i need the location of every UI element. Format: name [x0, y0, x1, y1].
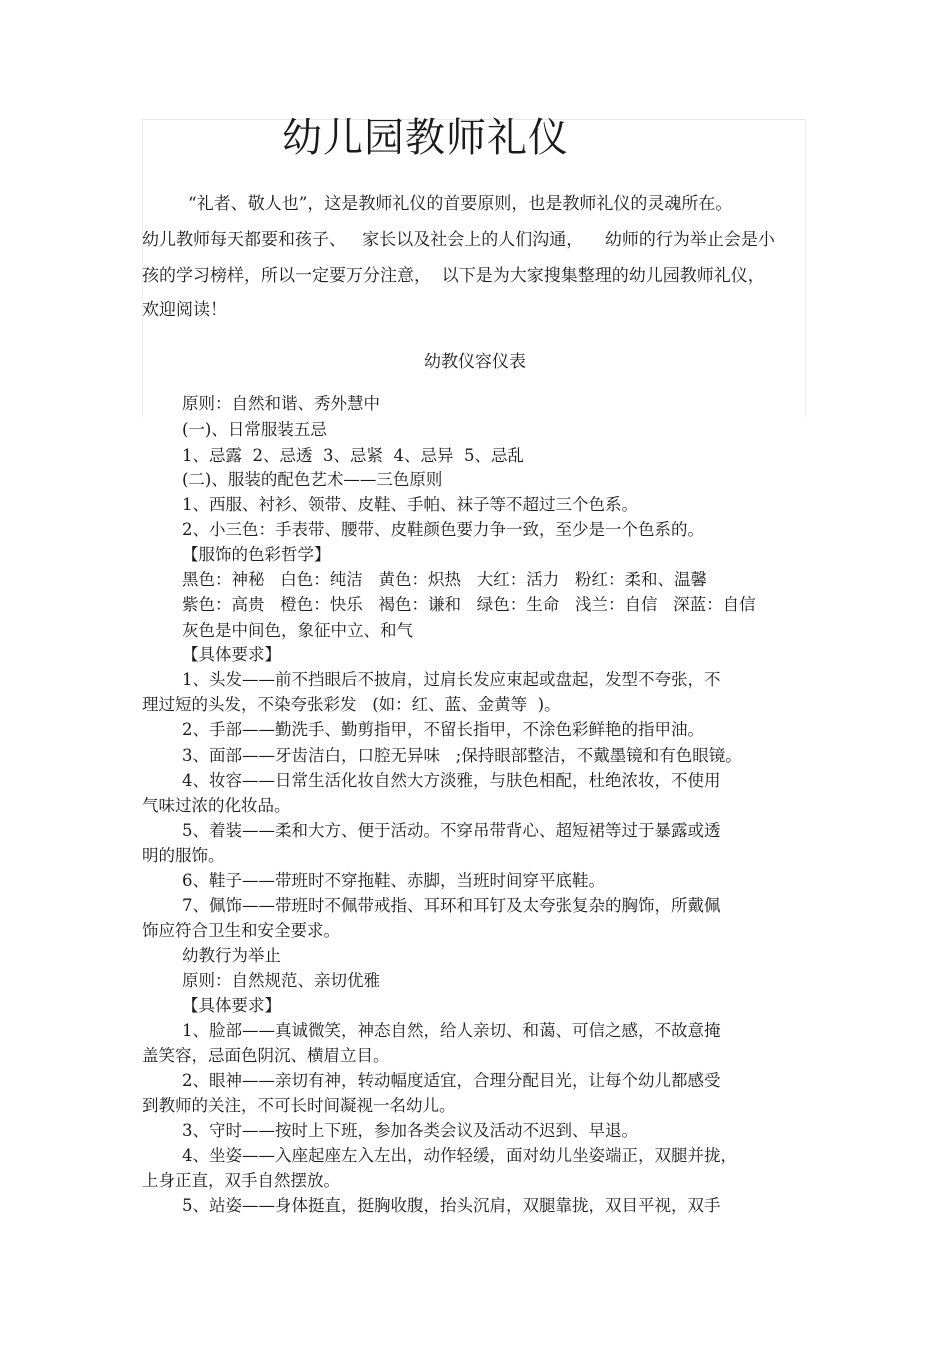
body-line: 2、眼神——亲切有神，转动幅度适宜，合理分配目光，让每个幼儿都感受 — [182, 1071, 721, 1090]
body-line: 3、面部——牙齿洁白，口腔无异味 ;保持眼部整洁，不戴墨镜和有色眼镜。 — [182, 746, 742, 765]
body-line: 原则：自然规范、亲切优雅 — [182, 971, 380, 990]
body-line: 上身正直，双手自然摆放。 — [142, 1171, 340, 1190]
body-line: 幼教行为举止 — [182, 946, 281, 965]
body-line: 4、妆容——日常生活化妆自然大方淡雅，与肤色相配，杜绝浓妆，不使用 — [182, 771, 721, 790]
body-line: 紫色：高贵 橙色：快乐 褐色：谦和 绿色：生命 浅兰：自信 深蓝：自信 — [182, 595, 756, 614]
body-line: 【服饰的色彩哲学】 — [182, 545, 331, 564]
body-line: 2、小三色：手表带、腰带、皮鞋颜色要力争一致，至少是一个色系的。 — [182, 520, 704, 539]
body-line: 盖笑容，忌面色阴沉、横眉立目。 — [142, 1046, 390, 1065]
intro-line-3: 孩的学习榜样，所以一定要万分注意， 以下是为大家搜集整理的幼儿园教师礼仪， — [142, 266, 765, 286]
body-line: 2、手部——勤洗手、勤剪指甲，不留长指甲，不涂色彩鲜艳的指甲油。 — [182, 720, 704, 739]
body-line: 5、站姿——身体挺直，挺胸收腹，抬头沉肩，双腿靠拢，双目平视，双手 — [182, 1196, 721, 1215]
body-line: 黑色：神秘 白色：纯洁 黄色：炽热 大红：活力 粉红：柔和、温馨 — [182, 570, 707, 589]
body-line: 到教师的关注，不可长时间凝视一名幼儿。 — [142, 1096, 456, 1115]
body-line: (二)、服装的配色艺术——三色原则 — [182, 470, 443, 489]
body-line: 1、头发——前不挡眼后不披肩，过肩长发应束起或盘起，发型不夸张，不 — [182, 670, 721, 689]
section-title: 幼教仪容仪表 — [424, 352, 526, 372]
body-line: 【具体要求】 — [182, 645, 281, 664]
body-line: 3、守时——按时上下班，参加各类会议及活动不迟到、早退。 — [182, 1121, 638, 1140]
body-line: 1、忌露 2、忌透 3、忌紧 4、忌异 5、忌乱 — [182, 446, 524, 465]
body-line: 1、脸部——真诚微笑，神态自然，给人亲切、和蔼、可信之感，不故意掩 — [182, 1021, 721, 1040]
body-line: (一)、日常服装五忌 — [182, 420, 327, 439]
body-line: 4、坐姿——入座起座左入左出，动作轻缓，面对幼儿坐姿端正，双腿并拢， — [182, 1146, 737, 1165]
body-line: 灰色是中间色，象征中立、和气 — [182, 621, 413, 640]
body-line: 明的服饰。 — [142, 846, 225, 865]
body-line: 【具体要求】 — [182, 996, 281, 1015]
page-title: 幼儿园教师礼仪 — [282, 115, 569, 161]
body-line: 理过短的头发，不染夸张彩发 (如：红、蓝、金黄等 )。 — [142, 695, 561, 714]
intro-line-2: 幼儿教师每天都要和孩子、 家长以及社会上的人们沟通， 幼师的行为举止会是小 — [142, 230, 775, 250]
body-line: 7、佩饰——带班时不佩带戒指、耳环和耳钉及太夸张复杂的胸饰，所戴佩 — [182, 896, 721, 915]
body-line: 6、鞋子——带班时不穿拖鞋、赤脚，当班时间穿平底鞋。 — [182, 871, 605, 890]
body-line: 饰应符合卫生和安全要求。 — [142, 921, 340, 940]
body-line: 气味过浓的化妆品。 — [142, 796, 291, 815]
intro-line-4: 欢迎阅读！ — [142, 300, 227, 320]
body-line: 5、着装——柔和大方、便于活动。不穿吊带背心、超短裙等过于暴露或透 — [182, 821, 721, 840]
body-line: 原则：自然和谐、秀外慧中 — [182, 394, 380, 413]
body-line: 1、西服、衬衫、领带、皮鞋、手帕、袜子等不超过三个色系。 — [182, 495, 638, 514]
intro-line-1: “礼者、敬人也”，这是教师礼仪的首要原则，也是教师礼仪的灵魂所在。 — [188, 194, 733, 214]
